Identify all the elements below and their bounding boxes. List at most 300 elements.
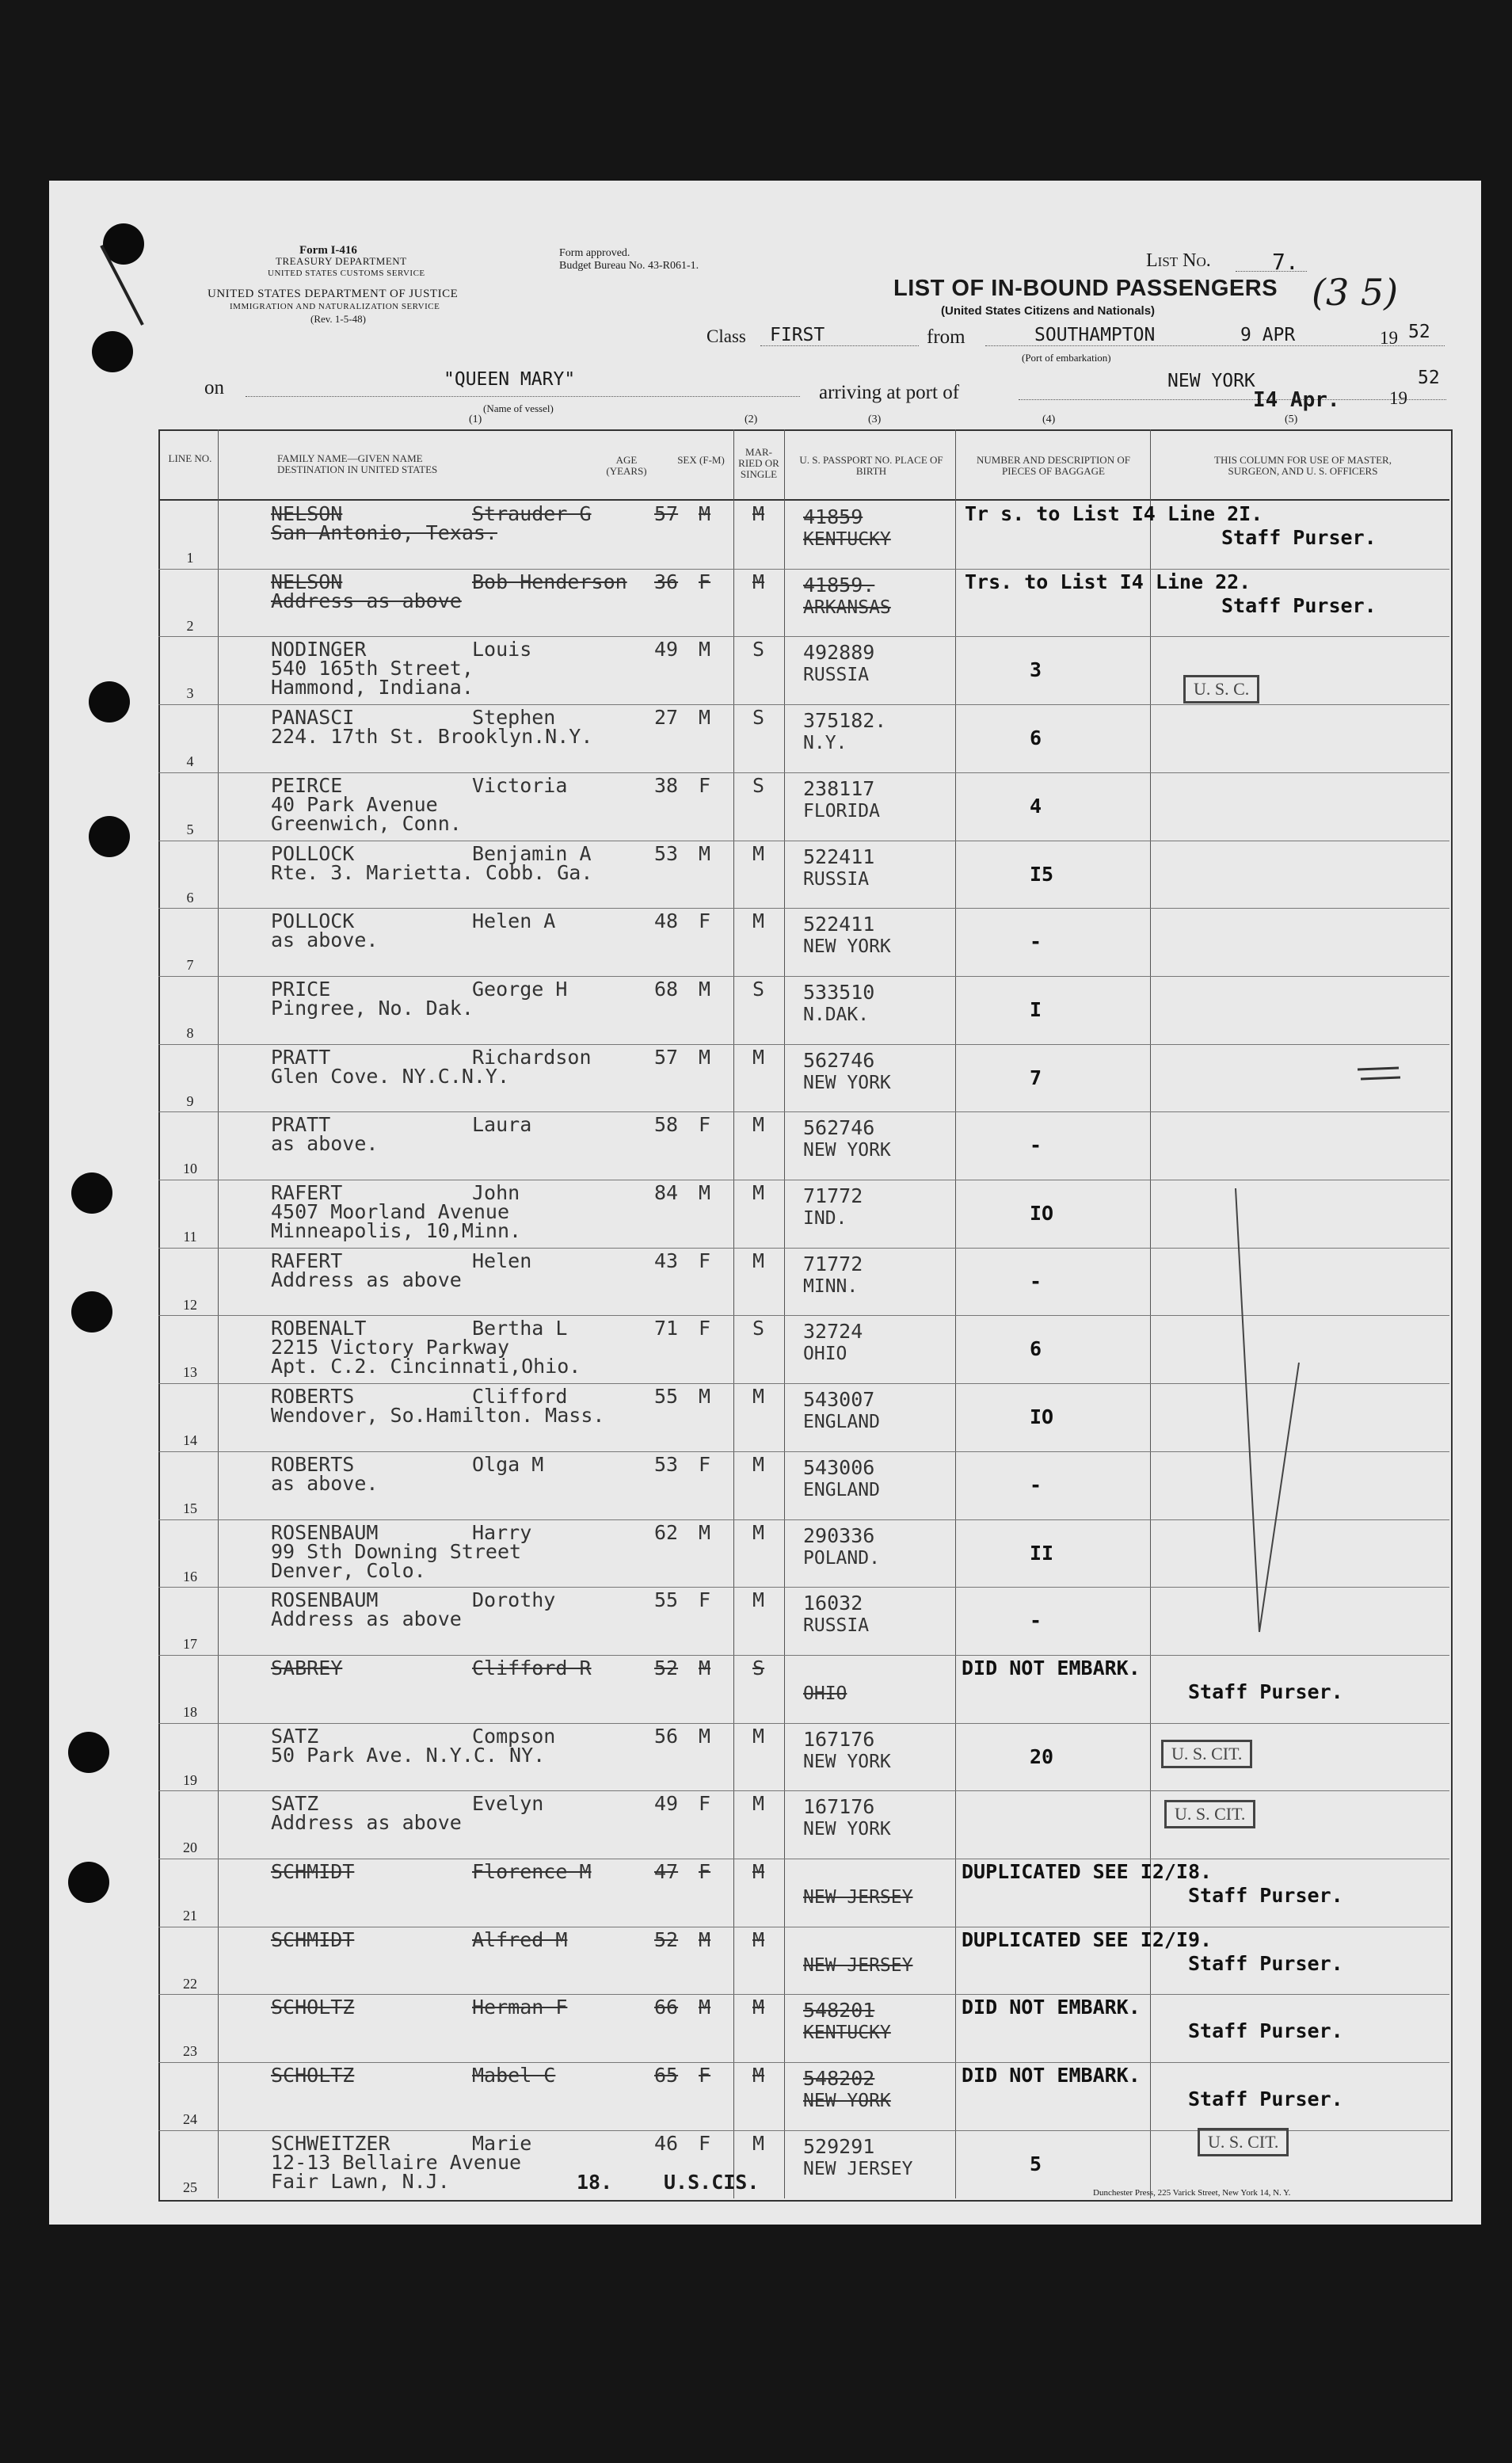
destination-line-2: Greenwich, Conn. bbox=[271, 812, 462, 835]
age: 55 bbox=[654, 1588, 679, 1611]
sex: M bbox=[699, 978, 711, 1001]
place-of-birth: RUSSIA bbox=[803, 665, 870, 685]
age: 71 bbox=[654, 1317, 679, 1340]
marital-status: M bbox=[752, 842, 765, 865]
baggage-entry: DUPLICATED SEE I2/I9. bbox=[962, 1928, 1213, 1951]
line-number: 15 bbox=[183, 1500, 197, 1516]
marital-status: M bbox=[752, 1996, 765, 2019]
destination-line-1: Address as above bbox=[271, 589, 462, 612]
given-name: Louis bbox=[472, 638, 532, 661]
age: 49 bbox=[654, 1792, 679, 1815]
line-number: 2 bbox=[186, 618, 194, 634]
sex: M bbox=[699, 1385, 711, 1408]
class-value: FIRST bbox=[770, 325, 825, 345]
col-num-5: (5) bbox=[1285, 414, 1298, 425]
place-of-birth: KENTUCKY bbox=[803, 529, 891, 550]
family-name: ROBERTS bbox=[271, 1385, 355, 1408]
passport-number: 41859 bbox=[803, 505, 863, 528]
destination-line-2: Minneapolis, 10,Minn. bbox=[271, 1219, 522, 1242]
form-number: Form I-416 bbox=[299, 244, 357, 257]
given-name: Evelyn bbox=[472, 1792, 544, 1815]
sex: M bbox=[699, 1996, 711, 2019]
baggage-entry: IO bbox=[1030, 1405, 1054, 1428]
line-number: 25 bbox=[183, 2179, 197, 2195]
dash-mark bbox=[1358, 1068, 1400, 1079]
family-name: SATZ bbox=[271, 1792, 319, 1815]
baggage-entry: - bbox=[1030, 1474, 1042, 1496]
age: 58 bbox=[654, 1113, 679, 1136]
line-number: 11 bbox=[183, 1229, 197, 1245]
document-title: LIST OF IN-BOUND PASSENGERS bbox=[893, 276, 1278, 301]
given-name: Richardson bbox=[472, 1046, 592, 1069]
age: 56 bbox=[654, 1725, 679, 1748]
baggage-entry: DID NOT EMBARK. bbox=[962, 2064, 1141, 2087]
family-name: NELSON bbox=[271, 570, 343, 593]
sex: M bbox=[699, 1928, 711, 1951]
place-of-birth: POLAND. bbox=[803, 1548, 880, 1569]
line-number: 5 bbox=[186, 822, 194, 837]
marital-status: M bbox=[752, 1453, 765, 1476]
header-officers: THIS COLUMN FOR USE OF MASTER, SURGEON, AND U. S. OFFICERS bbox=[1214, 454, 1392, 477]
from-date: 9 APR bbox=[1240, 325, 1296, 345]
destination-line-1: Glen Cove. NY.C.N.Y. bbox=[271, 1065, 510, 1088]
dept-treasury: TREASURY DEPARTMENT bbox=[276, 255, 407, 267]
family-name: ROBERTS bbox=[271, 1453, 355, 1476]
line-number: 10 bbox=[183, 1161, 197, 1176]
marital-status: M bbox=[752, 1928, 765, 1951]
place-of-birth: RUSSIA bbox=[803, 869, 870, 890]
given-name: Florence M bbox=[472, 1860, 592, 1883]
age: 36 bbox=[654, 570, 679, 593]
destination-line-2: Hammond, Indiana. bbox=[271, 676, 474, 699]
age: 65 bbox=[654, 2064, 679, 2087]
family-name: POLLOCK bbox=[271, 909, 355, 932]
sex: F bbox=[699, 1792, 711, 1815]
destination-line-1: 99 Sth Downing Street bbox=[271, 1540, 522, 1563]
destination-line-2: Apt. C.2. Cincinnati,Ohio. bbox=[271, 1355, 581, 1378]
passport-number: 71772 bbox=[803, 1184, 863, 1207]
passport-number: 41859. bbox=[803, 574, 875, 597]
budget-bureau: Budget Bureau No. 43-R061-1. bbox=[559, 260, 699, 272]
passport-number: 71772 bbox=[803, 1252, 863, 1275]
baggage-entry: 6 bbox=[1030, 1337, 1042, 1360]
sex: M bbox=[699, 1181, 711, 1204]
baggage-entry: 7 bbox=[1030, 1066, 1042, 1089]
total-count: 18. bbox=[577, 2171, 613, 2194]
family-name: SCHOLTZ bbox=[271, 1996, 355, 2019]
baggage-entry: - bbox=[1030, 1134, 1042, 1157]
year-1: 52 bbox=[1408, 322, 1430, 342]
dept-customs: UNITED STATES CUSTOMS SERVICE bbox=[268, 269, 425, 278]
marital-status: S bbox=[752, 1657, 765, 1679]
line-number: 23 bbox=[183, 2043, 197, 2059]
sex: M bbox=[699, 1725, 711, 1748]
place-of-birth: ENGLAND bbox=[803, 1480, 880, 1500]
marital-status: M bbox=[752, 2132, 765, 2155]
family-name: PRATT bbox=[271, 1046, 331, 1069]
destination-line-1: 12-13 Bellaire Avenue bbox=[271, 2151, 522, 2174]
year-2: 52 bbox=[1418, 368, 1440, 388]
line-number: 12 bbox=[183, 1297, 197, 1313]
given-name: Laura bbox=[472, 1113, 532, 1136]
family-name: PANASCI bbox=[271, 706, 355, 729]
given-name: Clifford R bbox=[472, 1657, 592, 1679]
officer-note: Staff Purser. bbox=[1188, 2019, 1343, 2042]
destination-line-1: as above. bbox=[271, 1132, 379, 1155]
uscis-total: U.S.CIS. bbox=[664, 2171, 760, 2194]
passport-number: 543006 bbox=[803, 1456, 875, 1479]
year-prefix-1: 19 bbox=[1380, 328, 1398, 348]
place-of-birth: NEW YORK bbox=[803, 2091, 891, 2111]
passport-number: 492889 bbox=[803, 641, 875, 664]
place-of-birth: OHIO bbox=[803, 1683, 847, 1704]
marital-status: M bbox=[752, 1792, 765, 1815]
destination-line-1: Address as above bbox=[271, 1607, 462, 1630]
sex: F bbox=[699, 909, 711, 932]
age: 62 bbox=[654, 1521, 679, 1544]
pen-stroke bbox=[101, 246, 143, 325]
age: 48 bbox=[654, 909, 679, 932]
place-of-birth: NEW YORK bbox=[803, 1752, 891, 1772]
sex: M bbox=[699, 1657, 711, 1679]
given-name: Victoria bbox=[472, 774, 568, 797]
place-of-birth: NEW JERSEY bbox=[803, 1887, 913, 1908]
form-revision: (Rev. 1-5-48) bbox=[310, 313, 366, 325]
baggage-entry: Trs. to List I4 Line 22. bbox=[965, 570, 1251, 593]
destination-line-1: 2215 Victory Parkway bbox=[271, 1336, 510, 1359]
arriving-label: arriving at port of bbox=[819, 382, 960, 403]
age: 57 bbox=[654, 1046, 679, 1069]
citizenship-stamp: U. S. C. bbox=[1183, 675, 1259, 703]
marital-status: S bbox=[752, 978, 765, 1001]
place-of-birth: OHIO bbox=[803, 1344, 847, 1364]
sex: M bbox=[699, 1521, 711, 1544]
from-label: from bbox=[927, 326, 965, 348]
destination-line-1: Wendover, So.Hamilton. Mass. bbox=[271, 1404, 605, 1427]
passport-number: 562746 bbox=[803, 1049, 875, 1072]
line-number: 19 bbox=[183, 1772, 197, 1788]
passport-number: 167176 bbox=[803, 1795, 875, 1818]
form-approved: Form approved. bbox=[559, 247, 630, 259]
destination-line-2: Denver, Colo. bbox=[271, 1559, 426, 1582]
marital-status: M bbox=[752, 1521, 765, 1544]
family-name: RAFERT bbox=[271, 1181, 343, 1204]
given-name: Helen A bbox=[472, 909, 556, 932]
given-name: Clifford bbox=[472, 1385, 568, 1408]
baggage-entry: DID NOT EMBARK. bbox=[962, 1996, 1141, 2019]
baggage-entry: 20 bbox=[1030, 1745, 1054, 1768]
age: 52 bbox=[654, 1657, 679, 1679]
list-no-label: List No. bbox=[1146, 250, 1211, 271]
destination-line-1: as above. bbox=[271, 928, 379, 951]
given-name: Harry bbox=[472, 1521, 532, 1544]
age: 57 bbox=[654, 502, 679, 525]
baggage-entry: - bbox=[1030, 1609, 1042, 1632]
given-name: Herman F bbox=[472, 1996, 568, 2019]
line-number: 3 bbox=[186, 685, 194, 701]
marital-status: S bbox=[752, 706, 765, 729]
age: 38 bbox=[654, 774, 679, 797]
place-of-birth: MINN. bbox=[803, 1276, 859, 1297]
header-line-no: LINE NO. bbox=[168, 452, 212, 464]
given-name: Bertha L bbox=[472, 1317, 568, 1340]
age: 43 bbox=[654, 1249, 679, 1272]
from-value: SOUTHAMPTON bbox=[1034, 325, 1156, 345]
baggage-entry: - bbox=[1030, 930, 1042, 953]
baggage-entry: DID NOT EMBARK. bbox=[962, 1657, 1141, 1679]
sex: F bbox=[699, 1113, 711, 1136]
family-name: PRICE bbox=[271, 978, 331, 1001]
place-of-birth: RUSSIA bbox=[803, 1615, 870, 1636]
header-name: FAMILY NAME—GIVEN NAME bbox=[277, 452, 423, 464]
sex: F bbox=[699, 1249, 711, 1272]
sex: F bbox=[699, 1453, 711, 1476]
header-baggage: NUMBER AND DESCRIPTION OF PIECES OF BAGGAGE bbox=[977, 454, 1130, 477]
sex: F bbox=[699, 1860, 711, 1883]
destination-line-1: San Antonio, Texas. bbox=[271, 521, 497, 544]
citizenship-stamp: U. S. CIT. bbox=[1161, 1740, 1252, 1768]
marital-status: M bbox=[752, 1249, 765, 1272]
age: 49 bbox=[654, 638, 679, 661]
passport-number: 522411 bbox=[803, 845, 875, 868]
marital-status: S bbox=[752, 638, 765, 661]
check-mark bbox=[1236, 1188, 1299, 1632]
family-name: PEIRCE bbox=[271, 774, 343, 797]
arrival-date: I4 Apr. bbox=[1253, 388, 1340, 412]
passport-number: 522411 bbox=[803, 913, 875, 936]
passport-number: 238117 bbox=[803, 777, 875, 800]
destination-line-1: as above. bbox=[271, 1472, 379, 1495]
dept-justice: UNITED STATES DEPARTMENT OF JUSTICE bbox=[208, 288, 459, 300]
line-number: 13 bbox=[183, 1364, 197, 1380]
baggage-entry: Tr s. to List I4 Line 2I. bbox=[965, 502, 1263, 525]
destination-line-1: Rte. 3. Marietta. Cobb. Ga. bbox=[271, 861, 593, 884]
marital-status: M bbox=[752, 2064, 765, 2087]
marital-status: M bbox=[752, 1181, 765, 1204]
line-number: 14 bbox=[183, 1432, 197, 1448]
embark-caption: (Port of embarkation) bbox=[1022, 352, 1111, 364]
line-number: 21 bbox=[183, 1908, 197, 1924]
place-of-birth: NEW JERSEY bbox=[803, 1955, 913, 1976]
list-no-value: 7. bbox=[1272, 249, 1299, 275]
line-number: 18 bbox=[183, 1704, 197, 1720]
dept-immigration: IMMIGRATION AND NATURALIZATION SERVICE bbox=[230, 302, 440, 311]
place-of-birth: ENGLAND bbox=[803, 1412, 880, 1432]
age: 66 bbox=[654, 1996, 679, 2019]
sex: M bbox=[699, 502, 711, 525]
given-name: Stephen bbox=[472, 706, 556, 729]
marital-status: M bbox=[752, 1860, 765, 1883]
passport-number: 548202 bbox=[803, 2067, 875, 2090]
passport-number: 167176 bbox=[803, 1728, 875, 1751]
officer-note: Staff Purser. bbox=[1188, 1952, 1343, 1975]
line-number: 20 bbox=[183, 1840, 197, 1855]
family-name: SCHMIDT bbox=[271, 1860, 355, 1883]
age: 46 bbox=[654, 2132, 679, 2155]
family-name: PRATT bbox=[271, 1113, 331, 1136]
baggage-entry: - bbox=[1030, 1270, 1042, 1293]
family-name: SCHMIDT bbox=[271, 1928, 355, 1951]
age: 84 bbox=[654, 1181, 679, 1204]
place-of-birth: ARKANSAS bbox=[803, 597, 891, 618]
destination-line-1: Address as above bbox=[271, 1811, 462, 1834]
officer-note: Staff Purser. bbox=[1188, 1680, 1343, 1703]
given-name: Helen bbox=[472, 1249, 532, 1272]
col-num-1: (1) bbox=[469, 414, 482, 425]
class-label: Class bbox=[706, 326, 746, 346]
sex: F bbox=[699, 570, 711, 593]
place-of-birth: N.DAK. bbox=[803, 1005, 870, 1025]
given-name: Strauder G bbox=[472, 502, 592, 525]
place-of-birth: IND. bbox=[803, 1208, 847, 1229]
sex: M bbox=[699, 638, 711, 661]
baggage-entry: I bbox=[1030, 998, 1042, 1021]
col-num-3: (3) bbox=[868, 414, 882, 425]
destination-line-1: 224. 17th St. Brooklyn.N.Y. bbox=[271, 725, 593, 748]
passport-number: 533510 bbox=[803, 981, 875, 1004]
marital-status: M bbox=[752, 570, 765, 593]
given-name: Bob Henderson bbox=[472, 570, 627, 593]
line-number: 4 bbox=[186, 753, 194, 769]
destination-line-1: Address as above bbox=[271, 1268, 462, 1291]
family-name: ROSENBAUM bbox=[271, 1521, 379, 1544]
sex: M bbox=[699, 842, 711, 865]
officer-note: Staff Purser. bbox=[1221, 594, 1377, 617]
age: 68 bbox=[654, 978, 679, 1001]
sex: M bbox=[699, 1046, 711, 1069]
given-name: George H bbox=[472, 978, 568, 1001]
given-name: John bbox=[472, 1181, 520, 1204]
sex: F bbox=[699, 774, 711, 797]
line-number: 1 bbox=[186, 550, 194, 566]
age: 53 bbox=[654, 1453, 679, 1476]
destination-line-1: 540 165th Street, bbox=[271, 657, 474, 680]
baggage-entry: 3 bbox=[1030, 658, 1042, 681]
family-name: SCHWEITZER bbox=[271, 2132, 390, 2155]
family-name: NODINGER bbox=[271, 638, 367, 661]
marital-status: M bbox=[752, 1113, 765, 1136]
marital-status: M bbox=[752, 1588, 765, 1611]
passport-number: 543007 bbox=[803, 1388, 875, 1411]
age: 47 bbox=[654, 1860, 679, 1883]
destination-line-1: 50 Park Ave. N.Y.C. NY. bbox=[271, 1744, 546, 1767]
line-number: 6 bbox=[186, 890, 194, 906]
port-value: NEW YORK bbox=[1167, 371, 1255, 391]
marital-status: M bbox=[752, 909, 765, 932]
given-name: Marie bbox=[472, 2132, 532, 2155]
given-name: Compson bbox=[472, 1725, 556, 1748]
header-destination: DESTINATION IN UNITED STATES bbox=[277, 463, 438, 475]
family-name: RAFERT bbox=[271, 1249, 343, 1272]
passport-number: 32724 bbox=[803, 1320, 863, 1343]
officer-note: Staff Purser. bbox=[1188, 2087, 1343, 2110]
family-name: SCHOLTZ bbox=[271, 2064, 355, 2087]
header-passport: U. S. PASSPORT NO. PLACE OF BIRTH bbox=[799, 454, 943, 477]
passport-number: 529291 bbox=[803, 2135, 875, 2158]
passport-number: 16032 bbox=[803, 1592, 863, 1615]
sex: F bbox=[699, 1317, 711, 1340]
place-of-birth: KENTUCKY bbox=[803, 2023, 891, 2043]
destination-line-1: 4507 Moorland Avenue bbox=[271, 1200, 510, 1223]
baggage-entry: 5 bbox=[1030, 2152, 1042, 2175]
family-name: ROBENALT bbox=[271, 1317, 367, 1340]
destination-line-1: 40 Park Avenue bbox=[271, 793, 438, 816]
place-of-birth: N.Y. bbox=[803, 733, 847, 753]
marital-status: M bbox=[752, 1385, 765, 1408]
passport-number: 290336 bbox=[803, 1524, 875, 1547]
line-number: 9 bbox=[186, 1093, 194, 1109]
baggage-entry: I5 bbox=[1030, 863, 1054, 886]
family-name: SATZ bbox=[271, 1725, 319, 1748]
given-name: Alfred M bbox=[472, 1928, 568, 1951]
vessel-caption: (Name of vessel) bbox=[483, 402, 554, 414]
header-sex: SEX (F-M) bbox=[677, 454, 725, 466]
family-name: SABREY bbox=[271, 1657, 343, 1679]
printer-credit: Dunchester Press, 225 Varick Street, New York 14, N. Y. bbox=[1093, 2188, 1291, 2198]
line-number: 24 bbox=[183, 2111, 197, 2127]
age: 52 bbox=[654, 1928, 679, 1951]
destination-line-1: Pingree, No. Dak. bbox=[271, 997, 474, 1020]
place-of-birth: NEW YORK bbox=[803, 1819, 891, 1840]
line-number: 16 bbox=[183, 1569, 197, 1584]
line-number: 7 bbox=[186, 957, 194, 973]
on-label: on bbox=[204, 377, 224, 398]
family-name: NELSON bbox=[271, 502, 343, 525]
passport-number: 548201 bbox=[803, 1999, 875, 2022]
marital-status: M bbox=[752, 502, 765, 525]
family-name: ROSENBAUM bbox=[271, 1588, 379, 1611]
passport-number: 562746 bbox=[803, 1116, 875, 1139]
sex: F bbox=[699, 2132, 711, 2155]
place-of-birth: NEW JERSEY bbox=[803, 2159, 913, 2179]
place-of-birth: NEW YORK bbox=[803, 1073, 891, 1093]
age: 27 bbox=[654, 706, 679, 729]
vessel-name: "QUEEN MARY" bbox=[444, 369, 576, 390]
marital-status: S bbox=[752, 774, 765, 797]
passport-number: 375182. bbox=[803, 709, 887, 732]
col-num-2: (2) bbox=[745, 414, 758, 425]
baggage-entry: DUPLICATED SEE I2/I8. bbox=[962, 1860, 1213, 1883]
destination-line-2: Fair Lawn, N.J. bbox=[271, 2170, 450, 2193]
line-number: 22 bbox=[183, 1976, 197, 1992]
document-subtitle: (United States Citizens and Nationals) bbox=[941, 304, 1156, 318]
given-name: Olga M bbox=[472, 1453, 544, 1476]
col-num-4: (4) bbox=[1042, 414, 1056, 425]
header-married: MAR-RIED OR SINGLE bbox=[738, 446, 779, 480]
officer-note: Staff Purser. bbox=[1188, 1884, 1343, 1907]
marital-status: M bbox=[752, 1725, 765, 1748]
given-name: Dorothy bbox=[472, 1588, 556, 1611]
given-name: Mabel C bbox=[472, 2064, 556, 2087]
age: 55 bbox=[654, 1385, 679, 1408]
baggage-entry: 4 bbox=[1030, 795, 1042, 818]
place-of-birth: NEW YORK bbox=[803, 1140, 891, 1161]
baggage-entry: II bbox=[1030, 1542, 1054, 1565]
year-prefix-2: 19 bbox=[1389, 388, 1407, 408]
sex: F bbox=[699, 2064, 711, 2087]
sex: F bbox=[699, 1588, 711, 1611]
list-note-handwritten: (3 5) bbox=[1312, 271, 1399, 314]
line-number: 17 bbox=[183, 1636, 197, 1652]
header-age: AGE (YEARS) bbox=[606, 454, 647, 477]
place-of-birth: FLORIDA bbox=[803, 801, 880, 822]
citizenship-stamp: U. S. CIT. bbox=[1198, 2128, 1289, 2156]
officer-note: Staff Purser. bbox=[1221, 526, 1377, 549]
citizenship-stamp: U. S. CIT. bbox=[1164, 1800, 1255, 1828]
marital-status: S bbox=[752, 1317, 765, 1340]
family-name: POLLOCK bbox=[271, 842, 355, 865]
baggage-entry: 6 bbox=[1030, 726, 1042, 749]
